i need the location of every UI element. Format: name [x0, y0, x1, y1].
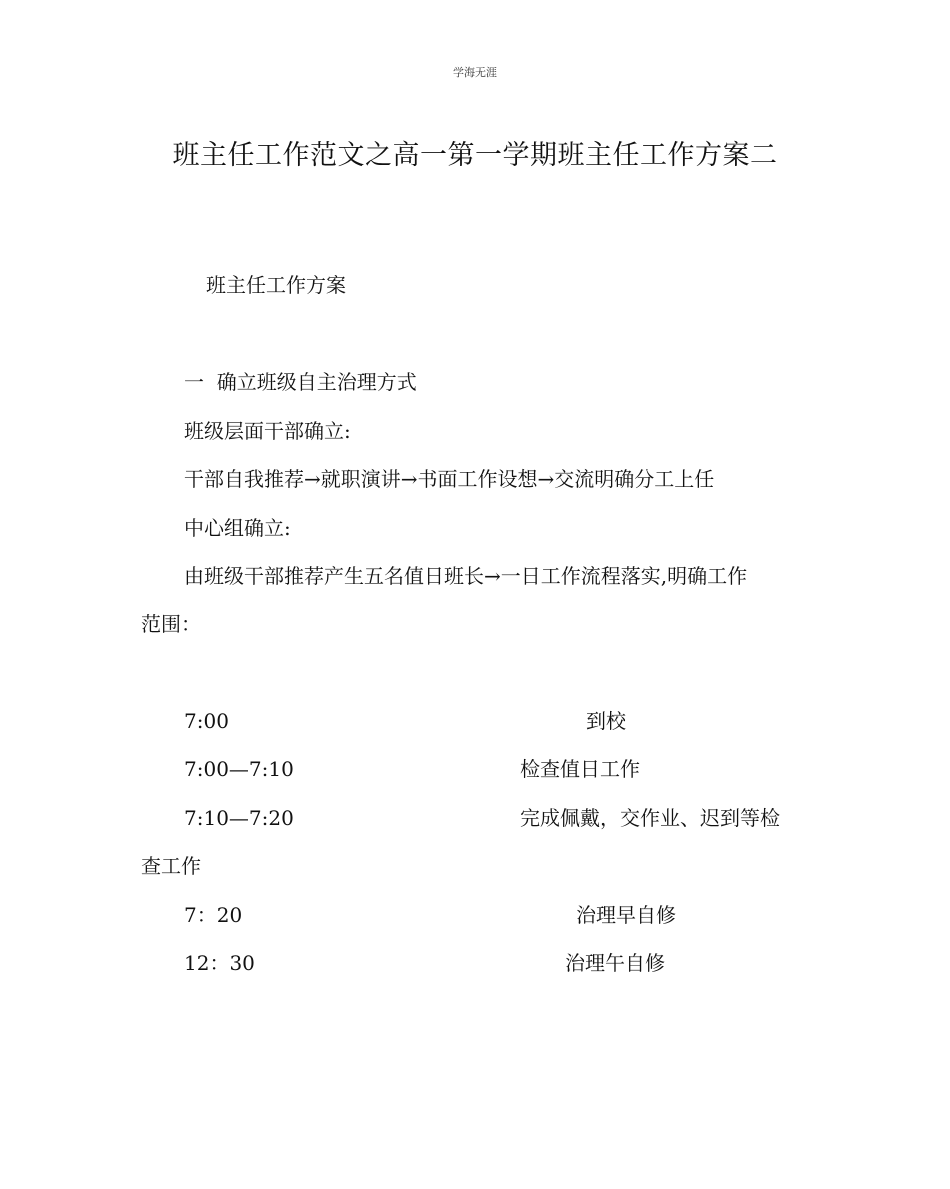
paragraph-cadre-process: 干部自我推荐→就职演讲→书面工作设想→交流明确分工上任 — [184, 467, 715, 491]
section-heading: 一 确立班级自主治理方式 — [184, 370, 417, 394]
paragraph-duty-monitor: 由班级干部推荐产生五名值日班长→一日工作流程落实,明确工作 — [184, 564, 748, 588]
schedule-task: 完成佩戴，交作业、迟到等检 — [520, 806, 780, 830]
page-header: 学海无涯 — [453, 66, 497, 79]
schedule-task: 治理午自修 — [565, 951, 665, 975]
document-subtitle: 班主任工作方案 — [206, 273, 346, 297]
schedule-time: 7：20 — [184, 903, 243, 927]
schedule-task-cont: 查工作 — [141, 854, 201, 878]
schedule-time: 7:00—7:10 — [184, 757, 294, 781]
document-title: 班主任工作范文之高一第一学期班主任工作方案二 — [172, 140, 778, 171]
paragraph-core-group: 中心组确立: — [184, 516, 291, 540]
paragraph-duty-monitor-cont: 范围： — [141, 612, 201, 636]
paragraph-class-cadre: 班级层面干部确立: — [184, 419, 351, 443]
schedule-task: 到校 — [586, 709, 626, 733]
schedule-task: 治理早自修 — [576, 903, 676, 927]
schedule-time: 7:00 — [184, 709, 229, 733]
schedule-time: 12：30 — [184, 951, 255, 975]
schedule-time: 7:10—7:20 — [184, 806, 294, 830]
schedule-task: 检查值日工作 — [520, 757, 640, 781]
